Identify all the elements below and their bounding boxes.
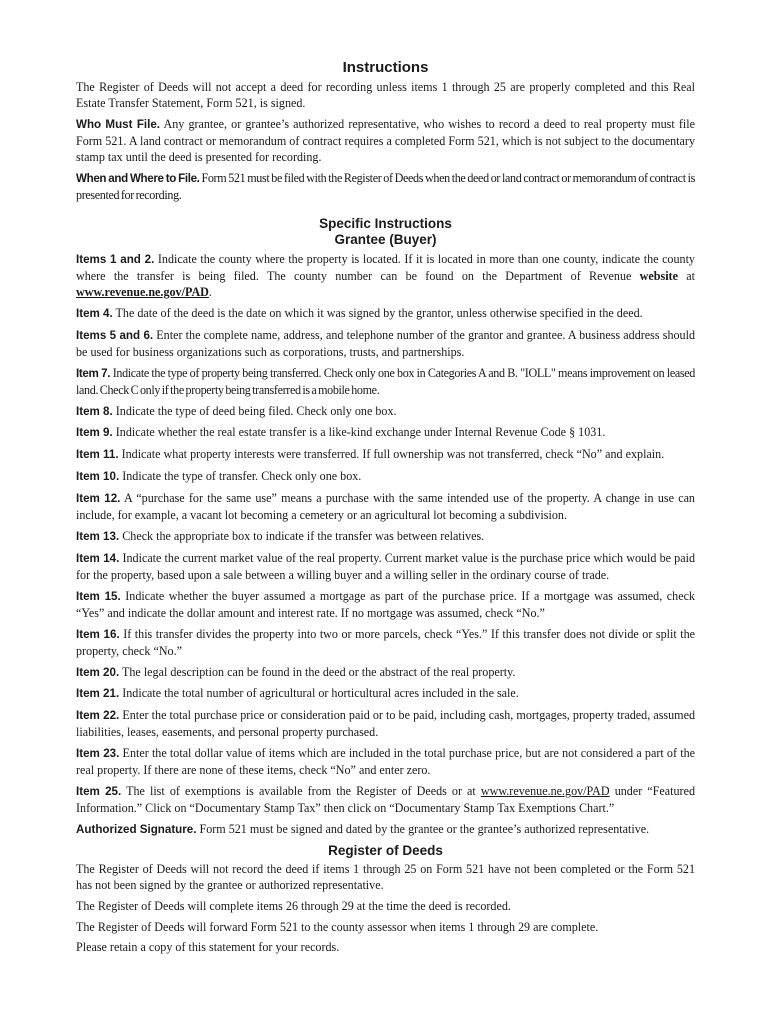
- intro-paragraph: The Register of Deeds will not accept a deed for recording unless items 1 through 25 are properly completed and this Real Estate Transfer Statement, Form 521, is signed.: [76, 80, 695, 111]
- exemptions-link[interactable]: www.revenue.ne.gov/PAD: [480, 784, 610, 799]
- item-label: Item 20.: [76, 665, 120, 679]
- item-text: Indicate the type of property being transferred. Check only one box in Categories A and B. "IOLL" means improvement on leased land. Check C only if the property being transferred is a mobile home.: [76, 365, 695, 397]
- item-10-paragraph: [76, 468, 695, 485]
- item-13-paragraph: [76, 528, 695, 545]
- item-15-paragraph: [76, 588, 695, 621]
- item-25-text: The list of exemptions is available from the Register of Deeds or at: [121, 784, 481, 799]
- item-text: If this transfer divides the property into two or more parcels, check “Yes.” If this transfer does not divide or split the property, check “No.”: [76, 626, 696, 658]
- register-paragraph: The Register of Deeds will complete items 26 through 29 at the time the deed is recorded.: [76, 898, 511, 913]
- item-4-paragraph: [76, 305, 695, 322]
- item-text: Indicate whether the real estate transfer is a like-kind exchange under Internal Revenue Code § 1031.: [112, 425, 606, 440]
- item-label: Item 13.: [76, 529, 120, 543]
- item-label: Item 15.: [76, 589, 121, 603]
- item-label: Item 8.: [76, 404, 113, 418]
- item-text: Indicate the type of deed being filed. Check only one box.: [112, 403, 397, 418]
- specific-instructions-heading-group: [76, 216, 695, 249]
- item-text: Indicate the current market value of the real property. Current market value is the purchase price which would be paid for the property, based upon a sale between a willing buyer and a willing seller in the ordinary course of trade.: [76, 550, 695, 582]
- item-label: Item 9.: [76, 426, 113, 440]
- items-1-2-text: Indicate the county where the property is located. If it is located in more than one county, indicate the county where the transfer is being filed. The county number can be found on the Department of Revenue: [76, 251, 695, 283]
- item-25-label: Item 25.: [76, 785, 122, 799]
- item-label: Item 7.: [76, 366, 111, 380]
- authorized-signature-label: Authorized Signature.: [76, 823, 197, 837]
- grantee-heading: Grantee (Buyer): [334, 232, 437, 248]
- when-where-paragraph: [76, 170, 695, 203]
- item-text: Indicate the total number of agricultural or horticultural acres included in the sale.: [119, 686, 519, 701]
- register-paragraph: The Register of Deeds will not record the deed if items 1 through 25 on Form 521 have not been completed or the Form 521 has not been signed by the grantee or authorized representative.: [76, 861, 695, 893]
- item-21-paragraph: [76, 685, 695, 702]
- item-5-6-paragraph: [76, 327, 695, 360]
- items-1-2-paragraph: [76, 251, 695, 301]
- authorized-signature-paragraph: [76, 821, 695, 838]
- register-paragraph: The Register of Deeds will forward Form 521 to the county assessor when items 1 through 29 are complete.: [76, 919, 599, 934]
- item-text: A “purchase for the same use” means a purchase with the same intended use of the property. A change in use can include, for example, a vacant lot becoming a cemetery or an agricultural lot becoming a subdivision.: [76, 490, 695, 522]
- item-text: Indicate what property interests were transferred. If full ownership was not transferred, check “No” and explain.: [118, 447, 665, 462]
- item-text: The date of the deed is the date on which it was signed by the grantor, unless otherwise specified in the deed.: [112, 305, 643, 320]
- when-where-text: Form 521 must be filed with the Register of Deeds when the deed or land contract or memorandum of contract is presented for recording.: [76, 171, 695, 203]
- item-25-paragraph: [76, 783, 695, 816]
- item-label: Item 16.: [76, 627, 120, 641]
- item-label: Item 12.: [76, 491, 121, 505]
- item-8-paragraph: [76, 403, 695, 420]
- who-must-file-text: Any grantee, or grantee’s authorized representative, who wishes to record a deed to real property must file Form 521. A land contract or memorandum of contract requires a completed Form 521, which is not subject to the documentary stamp tax until the deed is presented for recording.: [76, 117, 695, 165]
- items-1-2-period: .: [208, 285, 212, 300]
- item-text: Enter the total purchase price or consideration paid or to be paid, including cash, mortgages, property traded, assumed liabilities, leases, easements, and personal property purchased.: [76, 708, 695, 740]
- items-1-2-label: Items 1 and 2.: [76, 252, 155, 266]
- register-of-deeds-heading: Register of Deeds: [328, 843, 443, 859]
- authorized-signature-text: Form 521 must be signed and dated by the grantee or the grantee’s authorized representative.: [196, 822, 650, 837]
- item-22-paragraph: [76, 707, 695, 740]
- item-label: Item 11.: [76, 448, 119, 462]
- item-text: Check the appropriate box to indicate if the transfer was between relatives.: [119, 528, 485, 543]
- item-label: Item 10.: [76, 470, 120, 483]
- item-20-paragraph: [76, 664, 695, 681]
- item-label: Items 5 and 6.: [76, 328, 154, 342]
- who-must-file-label: Who Must File.: [76, 118, 161, 131]
- item-text: Enter the total dollar value of items which are included in the total purchase price, but are not considered a part of the real property. If there are none of these items, check “No” and enter zero.: [76, 746, 695, 778]
- item-text: The legal description can be found in the deed or the abstract of the real property.: [119, 664, 516, 679]
- item-label: Item 21.: [76, 687, 120, 701]
- item-label: Item 14.: [76, 551, 120, 565]
- website-word: website: [639, 268, 678, 283]
- item-label: Item 22.: [76, 709, 120, 723]
- item-9-paragraph: [76, 424, 695, 441]
- when-where-label: When and Where to File.: [76, 172, 200, 186]
- revenue-link[interactable]: www.revenue.ne.gov/PAD: [76, 285, 209, 300]
- specific-instructions-heading: Specific Instructions: [319, 215, 452, 231]
- page-title: Instructions: [342, 59, 429, 76]
- item-25-text-end: under “Featured Information.” Click on “Documentary Stamp Tax” then click on “Documentary Stamp Tax Exemptions Chart.”: [76, 784, 695, 816]
- item-text: Enter the complete name, address, and telephone number of the grantor and grantee. A business address should be used for business organizations such as corporations, trusts, and partnerships.: [76, 327, 695, 359]
- item-label: Item 23.: [76, 747, 120, 761]
- item-text: Indicate the type of transfer. Check only one box.: [119, 469, 362, 483]
- item-text: Indicate whether the buyer assumed a mortgage as part of the purchase price. If a mortgage was assumed, check “Yes” and indicate the dollar amount and interest rate. If no mortgage was assumed, check “No.”: [76, 588, 695, 620]
- item-11-paragraph: [76, 446, 695, 463]
- register-paragraph: Please retain a copy of this statement for your records.: [76, 940, 340, 955]
- item-16-paragraph: [76, 626, 695, 659]
- who-must-file-paragraph: [76, 116, 695, 166]
- item-14-paragraph: [76, 550, 695, 583]
- item-7-paragraph: [76, 365, 695, 398]
- items-1-2-at: at: [677, 268, 695, 283]
- item-label: Item 4.: [76, 306, 113, 320]
- item-12-paragraph: [76, 490, 695, 523]
- item-23-paragraph: [76, 745, 695, 778]
